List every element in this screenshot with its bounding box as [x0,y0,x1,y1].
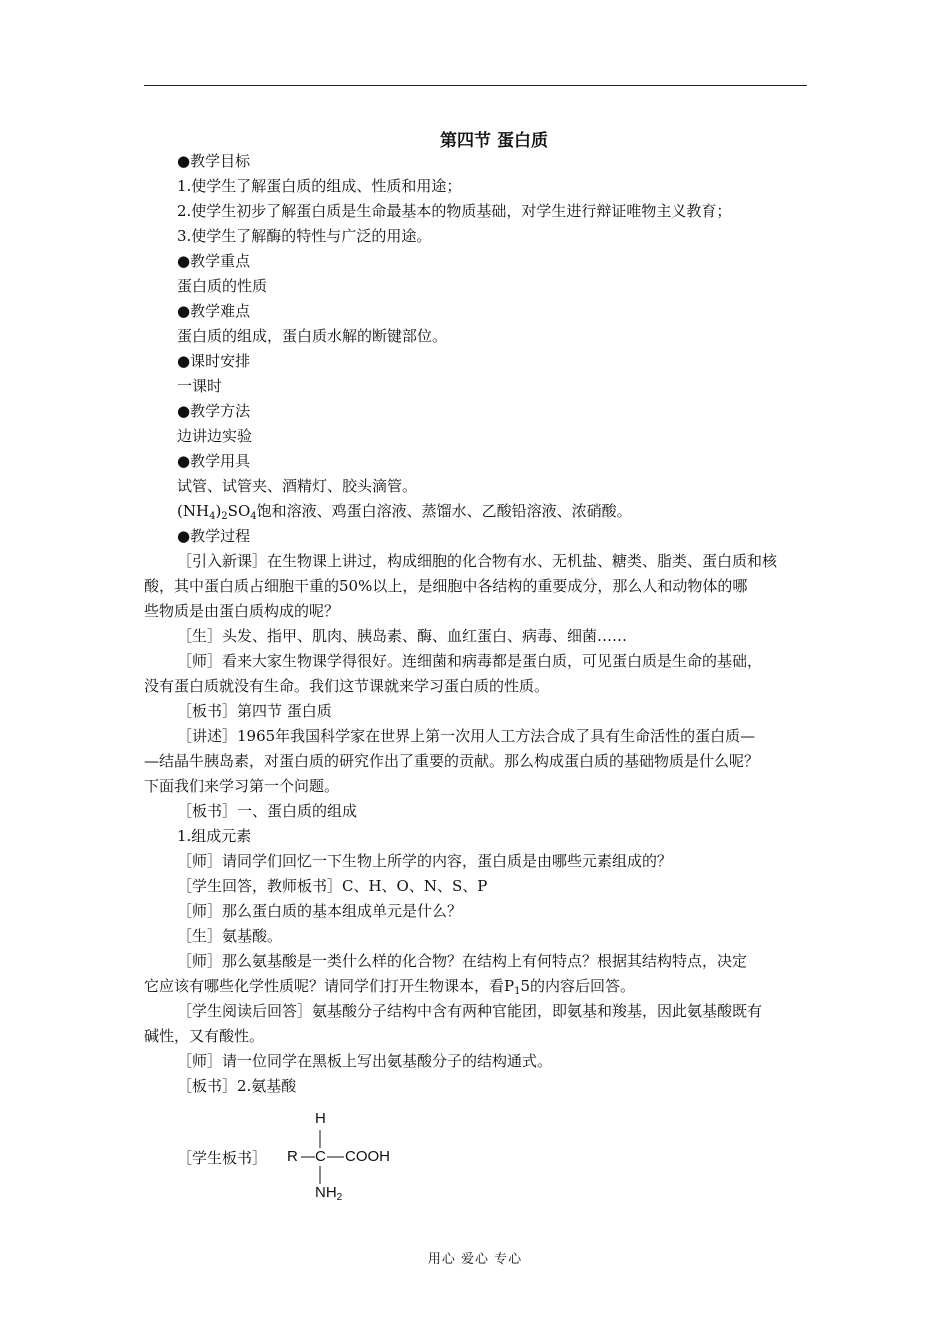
paragraph-line: 1.组成元素 [177,827,252,845]
section-heading: ●教学方法 [177,402,251,420]
section-heading: ●教学用具 [177,452,251,470]
paragraph-line: ［板书］一、蛋白质的组成 [177,802,358,820]
page-title: 第四节 蛋白质 [440,131,548,151]
paragraph-line: ［师］那么氨基酸是一类什么样的化合物？在结构上有何特点？根据其结构特点，决定 [177,952,748,970]
paragraph-line: ［学生阅读后回答］氨基酸分子结构中含有两种官能团，即氨基和羧基，因此氨基酸既有 [177,1002,763,1020]
paragraph-line: ［师］看来大家生物课学得很好。连细菌和病毒都是蛋白质，可见蛋白质是生命的基础， [177,652,763,670]
section-heading: ●教学重点 [177,252,251,270]
paragraph-line: 下面我们来学习第一个问题。 [144,777,340,795]
amino-acid-structural-formula [287,1108,399,1203]
paragraph-line: ［引入新课］在生物课上讲过，构成细胞的化合物有水、无机盐、糖类、脂类、蛋白质和核 [177,552,778,570]
paragraph-line: 一课时 [177,377,223,395]
reagents-line: $(NH_4)_2SO_4$饱和溶液、鸡蛋白溶液、蒸馏水、乙酸铅溶液、浓硝酸。 [177,502,632,522]
paragraph-line: 碱性，又有酸性。 [144,1027,265,1045]
list-item: 1.使学生了解蛋白质的组成、性质和用途； [177,177,462,195]
paragraph-line: 些物质是由蛋白质构成的呢？ [144,602,340,620]
section-heading: ●教学过程 [177,527,251,545]
paragraph-line: ［板书］2.氨基酸 [177,1077,297,1095]
list-item: 3.使学生了解酶的特性与广泛的用途。 [177,227,432,245]
paragraph-line: ［生］头发、指甲、肌肉、胰岛素、酶、血红蛋白、病毒、细菌…… [177,627,628,645]
paragraph-line: ［学生回答，教师板书］C、H、O、N、S、P [177,877,488,895]
paragraph-line: 边讲边实验 [177,427,253,445]
paragraph-line: ［学生板书］ [177,1149,268,1167]
header-rule [144,85,807,86]
page-footer: 用心 爱心 专心 [427,1252,523,1267]
formula-c: C [315,1148,326,1165]
paragraph-line: ［师］那么蛋白质的基本组成单元是什么？ [177,902,463,920]
section-heading: ●课时安排 [177,352,251,370]
formula-nh2: $NH_2$ [315,1184,343,1203]
paragraph-line: 它应该有哪些化学性质呢？请同学们打开生物课本，看$P_15$的内容后回答。 [144,977,636,997]
formula-h: H [315,1110,326,1127]
paragraph-line: 没有蛋白质就没有生命。我们这节课就来学习蛋白质的性质。 [144,677,550,695]
paragraph-line: ［师］请同学们回忆一下生物上所学的内容，蛋白质是由哪些元素组成的？ [177,852,673,870]
formula-cooh: COOH [345,1148,390,1165]
paragraph-line: 酸，其中蛋白质占细胞干重的50%以上，是细胞中各结构的重要成分，那么人和动物体的哪 [144,577,748,595]
list-item: 2.使学生初步了解蛋白质是生命最基本的物质基础，对学生进行辩证唯物主义教育； [177,202,732,220]
paragraph-line: ［生］氨基酸。 [177,927,283,945]
paragraph-line: 试管、试管夹、酒精灯、胶头滴管。 [177,477,418,495]
formula-r: R [287,1148,298,1165]
paragraph-line: ［师］请一位同学在黑板上写出氨基酸分子的结构通式。 [177,1052,553,1070]
paragraph-line: ［板书］第四节 蛋白质 [177,702,332,720]
paragraph-line: 蛋白质的性质 [177,277,268,295]
paragraph-line: 蛋白质的组成，蛋白质水解的断键部位。 [177,327,448,345]
section-heading: ●教学难点 [177,302,251,320]
section-heading: ●教学目标 [177,152,251,170]
paragraph-line: ［讲述］1965年我国科学家在世界上第一次用人工方法合成了具有生命活性的蛋白质— [177,727,756,745]
paragraph-line: —结晶牛胰岛素，对蛋白质的研究作出了重要的贡献。那么构成蛋白质的基础物质是什么呢？ [144,752,760,770]
